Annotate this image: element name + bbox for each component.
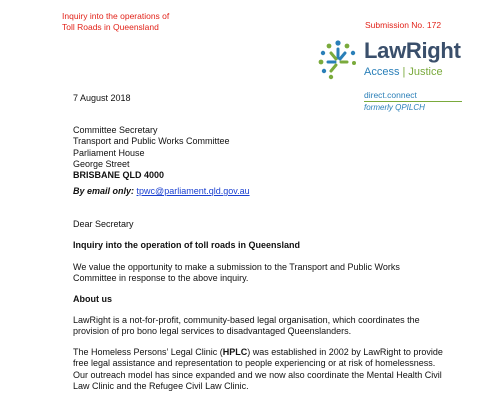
address-city: BRISBANE QLD 4000 bbox=[73, 170, 165, 181]
hplc-abbreviation: HPLC bbox=[222, 347, 248, 357]
formerly-text: formerly QPILCH bbox=[364, 103, 425, 112]
inquiry-header-line2: Toll Roads in Queensland bbox=[62, 22, 159, 32]
inquiry-header-line1: Inquiry into the operations of bbox=[62, 11, 170, 21]
about-paragraph: LawRight is a not-for-profit, community-based legal organisation, which coordinates the provision of pro bono legal services to disadvantaged Queenslanders. bbox=[73, 315, 420, 337]
direct-connect-block bbox=[364, 90, 462, 112]
direct-connect-divider bbox=[364, 101, 462, 102]
address-line: George Street bbox=[73, 158, 130, 169]
inquiry-header bbox=[62, 11, 169, 33]
direct-connect-text: direct.connect bbox=[364, 90, 417, 100]
about-us-heading: About us bbox=[73, 294, 112, 304]
address-line: Parliament House bbox=[73, 147, 145, 158]
hplc-text-before: The Homeless Persons’ Legal Clinic ( bbox=[73, 347, 223, 357]
logo-tag-access: Access bbox=[364, 66, 400, 78]
recipient-address bbox=[73, 125, 230, 181]
email-line bbox=[73, 186, 250, 197]
logo-name: LawRight bbox=[364, 38, 461, 63]
logo-tag-justice: Justice bbox=[408, 66, 443, 78]
email-label: By email only: bbox=[73, 186, 135, 196]
logo-tag-separator: | bbox=[402, 66, 406, 78]
submission-number: Submission No. 172 bbox=[365, 20, 442, 30]
subject-heading: Inquiry into the operation of toll roads in Queensland bbox=[73, 240, 301, 250]
email-link[interactable]: tpwc@parliament.qld.gov.au bbox=[136, 186, 250, 196]
address-line: Committee Secretary bbox=[73, 125, 158, 135]
hplc-paragraph bbox=[73, 347, 443, 392]
hplc-text-after: ) was established in 2002 by LawRight to provide free legal assistance and representation to people experiencing or at risk of homelessness. Our outreach model has since expanded and we now also coordinate the Mental Health Civil Law Clinic and the Refugee Civil Law Clinic. bbox=[73, 347, 443, 391]
address-line: Transport and Public Works Committee bbox=[73, 136, 230, 147]
lawright-logo bbox=[318, 38, 468, 84]
logo-tagline bbox=[364, 66, 443, 78]
salutation: Dear Secretary bbox=[73, 219, 134, 229]
intro-paragraph: We value the opportunity to make a submission to the Transport and Public Works Committee in response to the above inquiry. bbox=[73, 262, 400, 284]
letter-date: 7 August 2018 bbox=[73, 93, 131, 103]
lawright-mark-icon bbox=[318, 40, 358, 80]
